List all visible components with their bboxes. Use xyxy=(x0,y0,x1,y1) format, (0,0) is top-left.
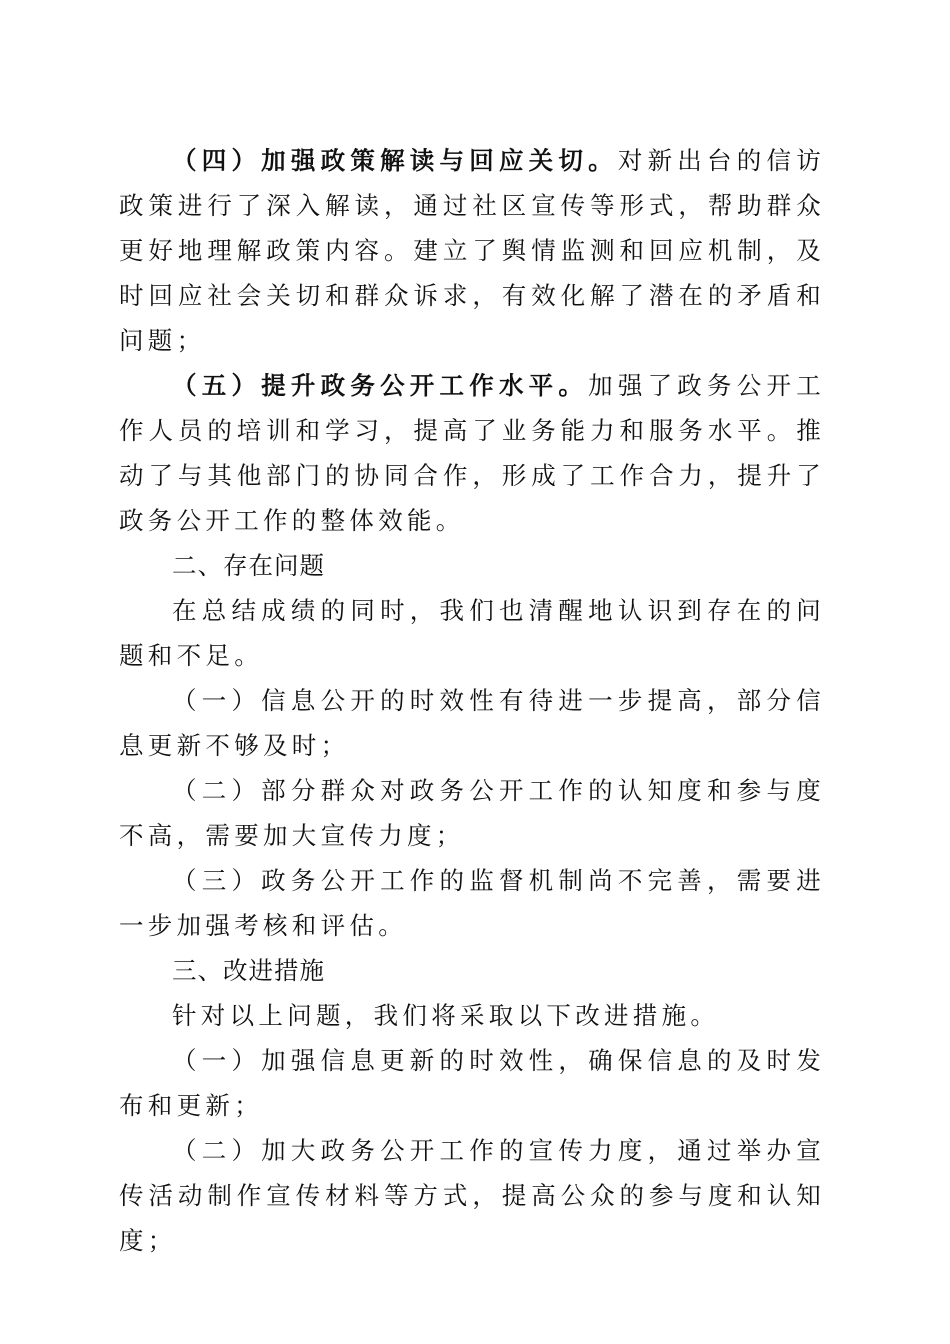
measure-item: （二）加大政务公开工作的宣传力度，通过举办宣传活动制作宣传材料等方式，提高公众的参与度和认知度； xyxy=(119,1136,825,1255)
measure-item: （一）加强信息更新的时效性，确保信息的及时发布和更新； xyxy=(119,1046,825,1120)
measures-intro: 针对以上问题，我们将采取以下改进措施。 xyxy=(172,1001,720,1030)
paragraph-lead: （五）提升政务公开工作水平。 xyxy=(172,371,589,400)
paragraph-body: 对新出台的信访政策进行了深入解读，通过社区宣传等形式，帮助群众更好地理解政策内容。建立了舆情监测和回应机制，及时回应社会关切和群众诉求，有效化解了潜在的矛盾和问题； xyxy=(119,146,825,355)
problem-item: （二）部分群众对政务公开工作的认知度和参与度不高，需要加大宣传力度； xyxy=(119,776,825,850)
section-heading-improvements: 三、改进措施 xyxy=(172,956,325,985)
problem-item: （一）信息公开的时效性有待进一步提高，部分信息更新不够及时； xyxy=(119,686,825,760)
problems-intro: 在总结成绩的同时，我们也清醒地认识到存在的问题和不足。 xyxy=(119,596,825,670)
paragraph-policy-interpretation xyxy=(119,138,825,363)
section-heading-problems: 二、存在问题 xyxy=(172,551,325,580)
paragraph-body: 加强了政务公开工作人员的培训和学习，提高了业务能力和服务水平。推动了与其他部门的协同合作，形成了工作合力，提升了政务公开工作的整体效能。 xyxy=(119,371,826,535)
problem-item: （三）政务公开工作的监督机制尚不完善，需要进一步加强考核和评估。 xyxy=(119,866,825,940)
paragraph-government-affairs-disclosure xyxy=(119,363,825,543)
paragraph-lead: （四）加强政策解读与回应关切。 xyxy=(172,146,618,175)
document-page xyxy=(119,138,825,1263)
